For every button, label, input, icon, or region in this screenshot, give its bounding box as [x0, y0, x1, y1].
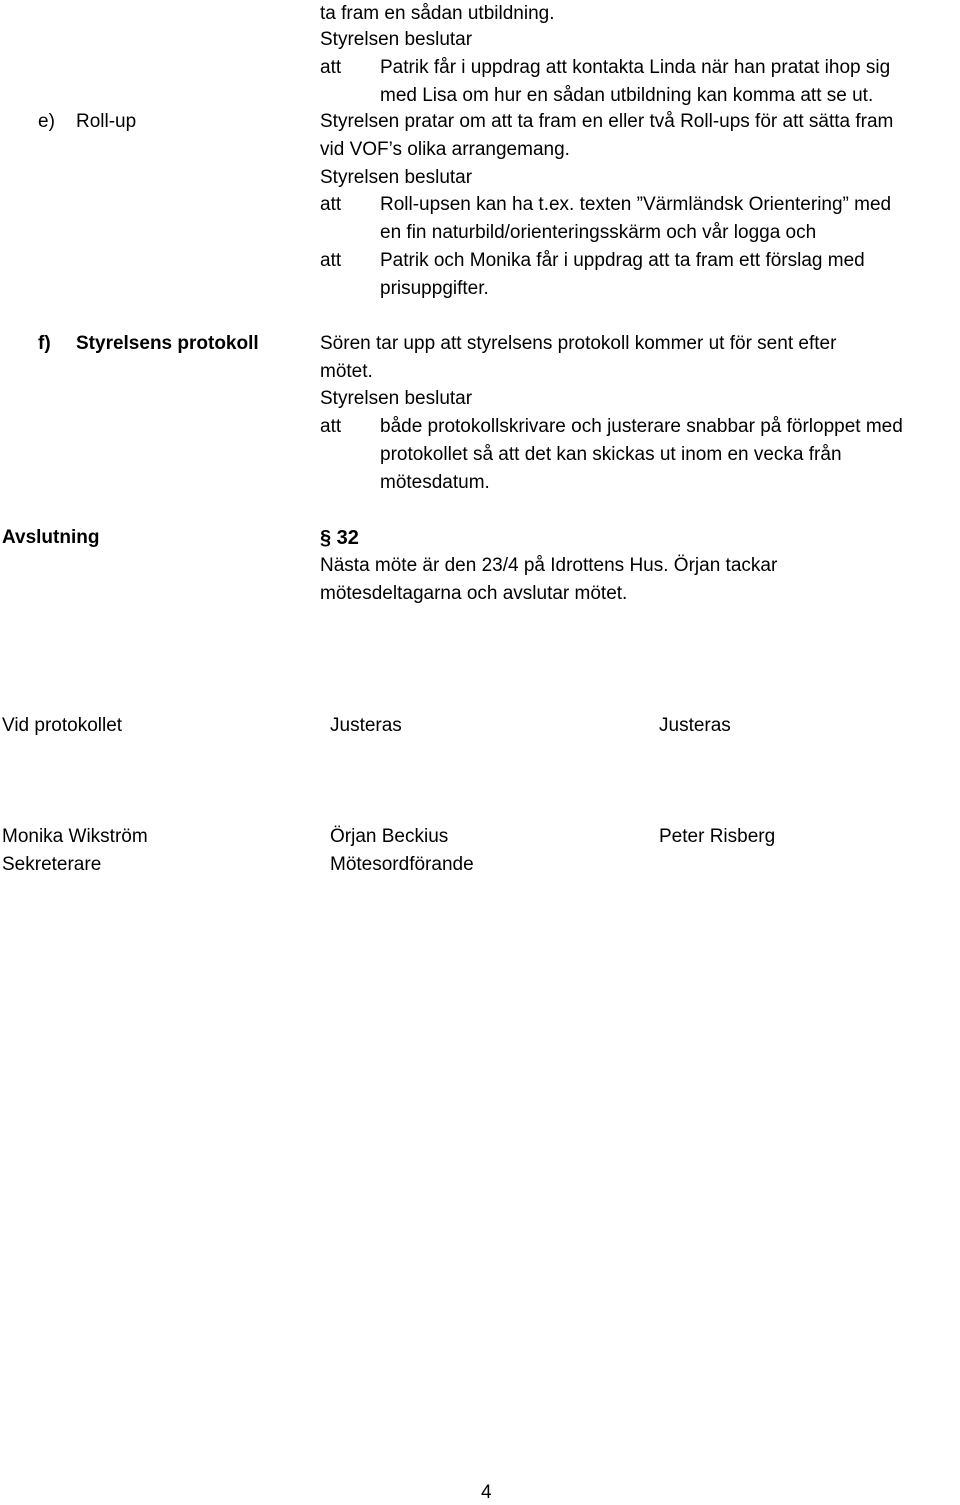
closing-text: Nästa möte är den 23/4 på Idrottens Hus. Örjan tackar [320, 555, 778, 576]
signature-role: Sekreterare [2, 854, 102, 875]
att-text: mötesdatum. [380, 472, 490, 493]
continuation-line: ta fram en sådan utbildning. [320, 3, 555, 24]
closing-text: mötesdeltagarna och avslutar mötet. [320, 583, 628, 604]
item-letter: f) [38, 333, 51, 354]
signature-role: Mötesordförande [330, 854, 474, 875]
decision-label: Styrelsen beslutar [320, 29, 473, 50]
att-text: både protokollskrivare och justerare snabbar på förloppet med [380, 416, 903, 437]
item-heading: Roll-up [76, 111, 137, 132]
att-text: Patrik får i uppdrag att kontakta Linda när han pratat ihop sig [380, 57, 891, 78]
signature-header: Vid protokollet [2, 715, 123, 736]
signature-name: Monika Wikström [2, 826, 148, 847]
item-letter: e) [38, 111, 55, 132]
att-label: att [320, 194, 342, 215]
section-number: § 32 [320, 527, 359, 549]
decision-label: Styrelsen beslutar [320, 388, 473, 409]
att-text: Roll-upsen kan ha t.ex. texten ”Värmländsk Orientering” med [380, 194, 892, 215]
signature-name: Peter Risberg [659, 826, 776, 847]
att-text: protokollet så att det kan skickas ut inom en vecka från [380, 444, 842, 465]
signature-header: Justeras [659, 715, 731, 736]
att-label: att [320, 416, 342, 437]
item-text: Styrelsen pratar om att ta fram en eller två Roll-ups för att sätta fram [320, 111, 894, 132]
att-text: Patrik och Monika får i uppdrag att ta fram ett förslag med [380, 250, 865, 271]
item-text: Sören tar upp att styrelsens protokoll kommer ut för sent efter [320, 333, 837, 354]
item-heading: Styrelsens protokoll [76, 333, 259, 354]
section-heading: Avslutning [2, 527, 100, 548]
signature-name: Örjan Beckius [330, 826, 449, 847]
item-text: mötet. [320, 361, 373, 382]
signature-header: Justeras [330, 715, 402, 736]
att-label: att [320, 57, 342, 78]
att-label: att [320, 250, 342, 271]
att-text: prisuppgifter. [380, 278, 489, 299]
decision-label: Styrelsen beslutar [320, 167, 473, 188]
page-number: 4 [481, 1482, 492, 1503]
att-text: en fin naturbild/orienteringsskärm och vår logga och [380, 222, 817, 243]
item-text: vid VOF’s olika arrangemang. [320, 139, 570, 160]
att-text: med Lisa om hur en sådan utbildning kan komma att se ut. [380, 85, 874, 106]
